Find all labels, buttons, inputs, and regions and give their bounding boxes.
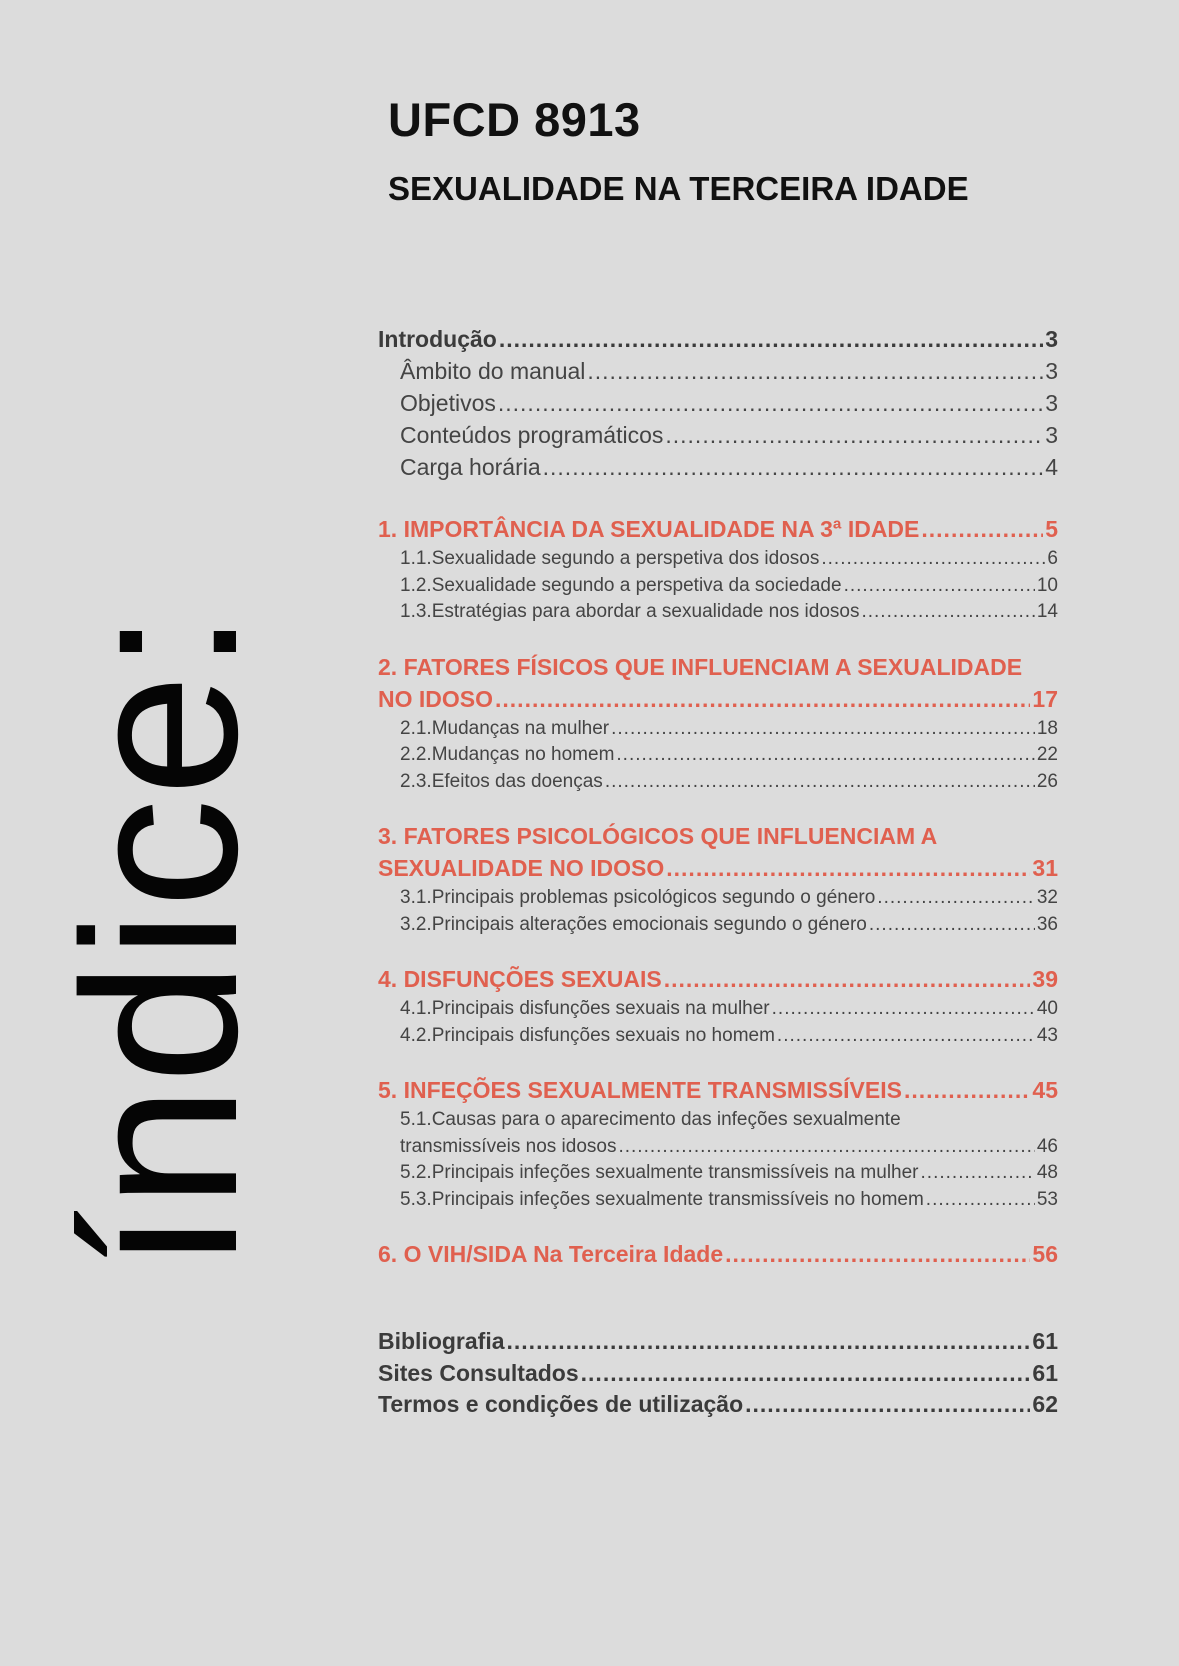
toc-entry-label: transmissíveis nos idosos bbox=[400, 1135, 617, 1157]
toc-entry-label: 6. O VIH/SIDA Na Terceira Idade bbox=[378, 1241, 724, 1267]
dot-leader bbox=[844, 575, 1035, 597]
dot-leader bbox=[821, 548, 1045, 570]
toc-entry-intro-item[interactable] bbox=[378, 390, 1058, 422]
toc-entry-label: Conteúdos programáticos bbox=[400, 422, 664, 448]
toc-entry-label: 3.1.Principais problemas psicológicos segundo o género bbox=[400, 887, 876, 908]
toc-entry-label: 1.2.Sexualidade segundo a perspetiva da sociedade bbox=[400, 574, 842, 596]
dot-leader bbox=[618, 1136, 1034, 1158]
toc-subsection[interactable] bbox=[378, 718, 1058, 745]
toc-page-number: 43 bbox=[1036, 1024, 1058, 1046]
dot-leader bbox=[611, 718, 1035, 740]
toc-entry-label: 4.1.Principais disfunções sexuais na mulher bbox=[400, 998, 770, 1019]
toc-entry-label: 1. IMPORTÂNCIA DA SEXUALIDADE NA 3ª IDADE bbox=[378, 516, 920, 542]
dot-leader bbox=[499, 326, 1043, 353]
toc-chapter-heading[interactable] bbox=[378, 686, 1058, 718]
toc-page-number: 5 bbox=[1045, 516, 1058, 542]
document-title: SEXUALIDADE NA TERCEIRA IDADE bbox=[388, 170, 969, 207]
toc-entry-label: 2.1.Mudanças na mulher bbox=[400, 717, 610, 739]
dot-leader bbox=[921, 516, 1043, 543]
dot-leader bbox=[926, 1189, 1035, 1211]
toc-subsection[interactable] bbox=[378, 575, 1058, 602]
dot-leader bbox=[665, 422, 1043, 449]
dot-leader bbox=[581, 1360, 1031, 1387]
dot-leader bbox=[495, 686, 1030, 713]
toc-end-section[interactable] bbox=[378, 1360, 1058, 1392]
toc-entry-intro-item[interactable] bbox=[378, 454, 1058, 486]
dot-leader bbox=[587, 358, 1043, 385]
toc-entry-label: Âmbito do manual bbox=[400, 358, 586, 384]
toc-entry-label: 5.2.Principais infeções sexualmente transmissíveis na mulher bbox=[400, 1162, 919, 1183]
table-of-contents bbox=[378, 326, 1058, 1423]
introduction-subentries bbox=[378, 358, 1058, 486]
toc-chapter-heading[interactable] bbox=[378, 966, 1058, 998]
toc-page-number: 3 bbox=[1045, 390, 1058, 416]
toc-page-number: 36 bbox=[1036, 913, 1058, 935]
toc-page-number: 10 bbox=[1036, 574, 1058, 596]
chapter-heading-line: 3. FATORES PSICOLÓGICOS QUE INFLUENCIAM A bbox=[378, 823, 938, 849]
dot-leader bbox=[869, 914, 1035, 936]
toc-page-number: 40 bbox=[1036, 998, 1058, 1019]
toc-page-number: 61 bbox=[1032, 1359, 1058, 1386]
toc-subsection[interactable] bbox=[378, 601, 1058, 628]
toc-entry-label: 1.1.Sexualidade segundo a perspetiva dos idosos bbox=[400, 548, 820, 569]
toc-chapter-heading[interactable] bbox=[378, 516, 1058, 548]
dot-leader bbox=[666, 855, 1030, 882]
chapter-block bbox=[378, 966, 1058, 1051]
chapter-block bbox=[378, 823, 1058, 940]
chapter-block bbox=[378, 516, 1058, 628]
toc-end-section[interactable] bbox=[378, 1328, 1058, 1360]
toc-page-number: 45 bbox=[1032, 1077, 1058, 1103]
toc-page-number: 4 bbox=[1045, 454, 1058, 480]
toc-page-number: 3 bbox=[1045, 422, 1058, 448]
toc-page-number: 3 bbox=[1045, 358, 1058, 384]
toc-page-number: 39 bbox=[1032, 966, 1058, 992]
toc-chapter-heading[interactable] bbox=[378, 1077, 1058, 1109]
document-code: UFCD 8913 bbox=[388, 93, 641, 146]
toc-subsection[interactable] bbox=[378, 1162, 1058, 1189]
toc-page-number: 14 bbox=[1036, 601, 1058, 622]
toc-subsection[interactable] bbox=[378, 1189, 1058, 1216]
toc-page-number: 6 bbox=[1047, 548, 1058, 569]
toc-subsection[interactable] bbox=[378, 998, 1058, 1025]
toc-subsection[interactable] bbox=[378, 744, 1058, 771]
toc-entry-label: 4.2.Principais disfunções sexuais no homem bbox=[400, 1024, 775, 1046]
toc-end-section[interactable] bbox=[378, 1391, 1058, 1423]
toc-page-number: 18 bbox=[1036, 717, 1058, 739]
toc-subsection[interactable] bbox=[378, 1136, 1058, 1163]
toc-entry-label: NO IDOSO bbox=[378, 685, 494, 712]
dot-leader bbox=[498, 390, 1043, 417]
toc-entry-intro-item[interactable] bbox=[378, 422, 1058, 454]
dot-leader bbox=[904, 1077, 1030, 1104]
toc-entry-label: SEXUALIDADE NO IDOSO bbox=[378, 855, 665, 881]
toc-page-number: 22 bbox=[1036, 744, 1058, 765]
toc-entry-introduction[interactable] bbox=[378, 326, 1058, 358]
dot-leader bbox=[543, 454, 1044, 481]
dot-leader bbox=[777, 1025, 1035, 1047]
dot-leader bbox=[772, 998, 1035, 1020]
toc-page-number: 46 bbox=[1036, 1135, 1058, 1157]
toc-page-number: 53 bbox=[1036, 1188, 1058, 1210]
dot-leader bbox=[507, 1328, 1031, 1355]
chapter-heading-line: 2. FATORES FÍSICOS QUE INFLUENCIAM A SEXUALIDADE bbox=[378, 653, 1023, 680]
index-vertical-heading: índice: bbox=[37, 608, 283, 1272]
toc-page-number: 48 bbox=[1036, 1162, 1058, 1183]
dot-leader bbox=[861, 601, 1034, 623]
toc-page-number: 32 bbox=[1036, 887, 1058, 908]
dot-leader bbox=[725, 1241, 1030, 1268]
end-sections bbox=[378, 1328, 1058, 1423]
toc-subsection[interactable] bbox=[378, 887, 1058, 914]
toc-entry-label: Carga horária bbox=[400, 454, 541, 480]
toc-entry-label: 2.3.Efeitos das doenças bbox=[400, 770, 603, 792]
toc-page-number: 62 bbox=[1032, 1391, 1058, 1417]
toc-subsection[interactable] bbox=[378, 771, 1058, 798]
toc-page-number: 3 bbox=[1045, 326, 1058, 352]
toc-entry-label: 2.2.Mudanças no homem bbox=[400, 744, 615, 765]
toc-subsection[interactable] bbox=[378, 548, 1058, 575]
chapter-block bbox=[378, 654, 1058, 798]
toc-entry-label: 1.3.Estratégias para abordar a sexualidade nos idosos bbox=[400, 601, 860, 622]
toc-page-number: 56 bbox=[1032, 1241, 1058, 1267]
dot-leader bbox=[664, 966, 1031, 993]
dot-leader bbox=[605, 771, 1035, 793]
dot-leader bbox=[921, 1162, 1035, 1184]
chapter-block bbox=[378, 1077, 1058, 1215]
toc-entry-label: 5. INFEÇÕES SEXUALMENTE TRANSMISSÍVEIS bbox=[378, 1077, 902, 1103]
toc-page-number: 26 bbox=[1036, 770, 1058, 792]
toc-subsection[interactable] bbox=[378, 1025, 1058, 1052]
toc-entry-label: Objetivos bbox=[400, 390, 496, 416]
chapter-block bbox=[378, 1241, 1058, 1273]
dot-leader bbox=[616, 744, 1034, 766]
toc-chapter-heading[interactable] bbox=[378, 1241, 1058, 1273]
toc-entry-label: Bibliografia bbox=[378, 1328, 505, 1354]
toc-page-number: 17 bbox=[1032, 685, 1058, 712]
toc-chapter-heading[interactable] bbox=[378, 855, 1058, 887]
subsection-line: 5.1.Causas para o aparecimento das infeções sexualmente bbox=[400, 1109, 901, 1130]
chapter-list bbox=[378, 486, 1058, 1273]
toc-subsection[interactable] bbox=[378, 914, 1058, 941]
dot-leader bbox=[745, 1391, 1030, 1418]
toc-entry-label: Introdução bbox=[378, 326, 497, 352]
toc-entry-intro-item[interactable] bbox=[378, 358, 1058, 390]
toc-entry-label: 4. DISFUNÇÕES SEXUAIS bbox=[378, 966, 662, 992]
toc-entry-label: 5.3.Principais infeções sexualmente transmissíveis no homem bbox=[400, 1188, 924, 1210]
toc-page-number: 61 bbox=[1032, 1328, 1058, 1354]
toc-entry-label: Termos e condições de utilização bbox=[378, 1391, 744, 1417]
toc-page-number: 31 bbox=[1032, 855, 1058, 881]
dot-leader bbox=[877, 887, 1035, 909]
toc-entry-label: 3.2.Principais alterações emocionais segundo o género bbox=[400, 913, 867, 935]
toc-entry-label: Sites Consultados bbox=[378, 1359, 579, 1386]
